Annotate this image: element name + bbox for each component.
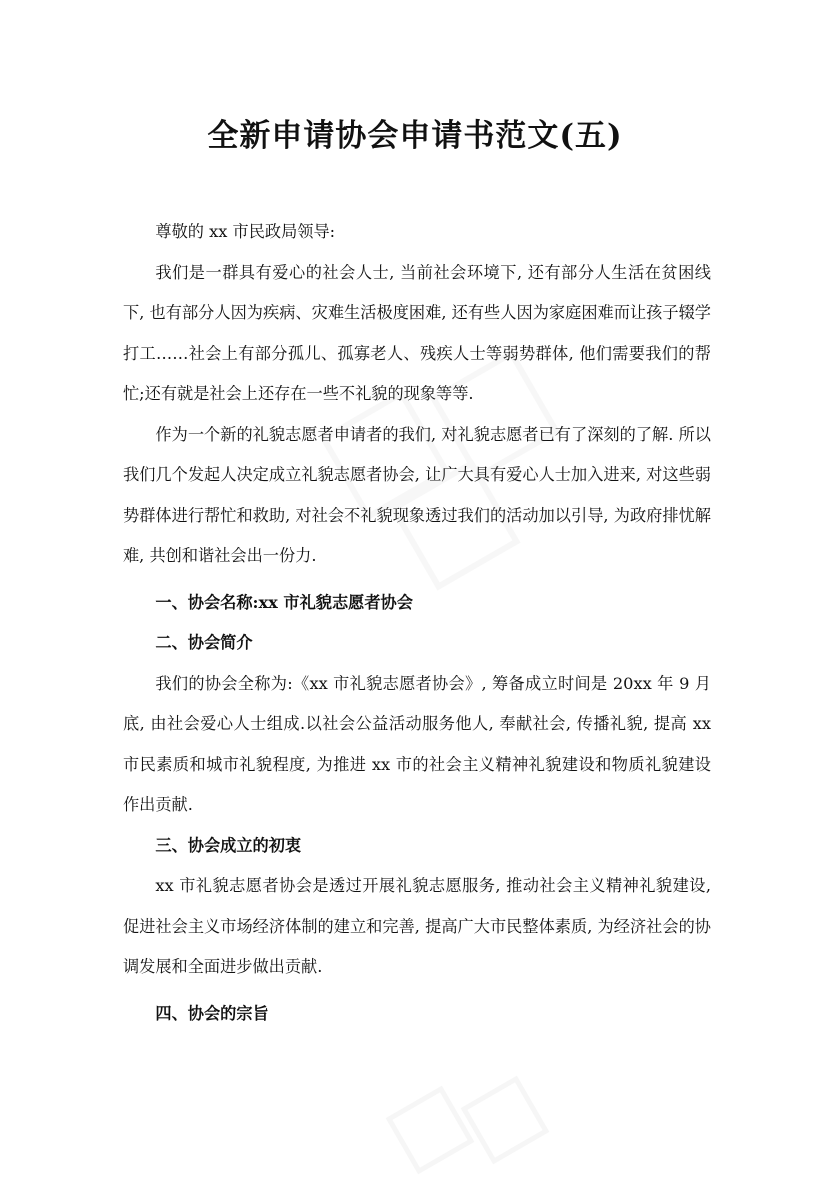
paragraph-intro: 我们是一群具有爱心的社会人士, 当前社会环境下, 还有部分人生活在贫困线下, 也有部分人因为疾病、灾难生活极度困难, 还有些人因为家庭困难而让孩子辍学打工……社会上有部分孤儿、孤寡老人、残疾人士等弱势群体, 他们需要我们的帮忙;还有就是社会上还存在一些不礼貌的现象等等. <box>123 262 711 403</box>
section-heading-origin: 三、协会成立的初衷 <box>155 835 302 855</box>
document-title: 全新申请协会申请书范文(五) <box>207 118 623 154</box>
watermark-corner-icon <box>380 1060 560 1180</box>
section-heading-mission: 四、协会的宗旨 <box>155 1003 269 1023</box>
paragraph-purpose: 作为一个新的礼貌志愿者申请者的我们, 对礼貌志愿者已有了深刻的了解. 所以我们几个发起人决定成立礼貌志愿者协会, 让广大具有爱心人士加入进来, 对这些弱势群体进行帮忙和救助, 对社会不礼貌现象透过我们的活动加以引导, 为政府排忧解难, 共创和谐社会出一份力. <box>123 424 711 565</box>
document-body <box>123 212 711 1034</box>
salutation: 尊敬的 xx 市民政局领导: <box>155 222 336 241</box>
paragraph-association-intro: 我们的协会全称为:《xx 市礼貌志愿者协会》, 筹备成立时间是 20xx 年 9 月底, 由社会爱心人士组成.以社会公益活动服务他人, 奉献社会, 传播礼貌, 提高 xx 市民素质和城市礼貌程度, 为推进 xx 市的社会主义精神礼貌建设和物质礼貌建设作出贡献. <box>123 673 711 814</box>
section-heading-intro: 二、协会简介 <box>155 633 253 652</box>
section-heading-name: 一、协会名称:xx 市礼貌志愿者协会 <box>155 592 413 612</box>
paragraph-origin: xx 市礼貌志愿者协会是透过开展礼貌志愿服务, 推动社会主义精神礼貌建设, 促进社会主义市场经济体制的建立和完善, 提高广大市民整体素质, 为经济社会的协调发展和全面进步做出贡献. <box>123 876 711 976</box>
